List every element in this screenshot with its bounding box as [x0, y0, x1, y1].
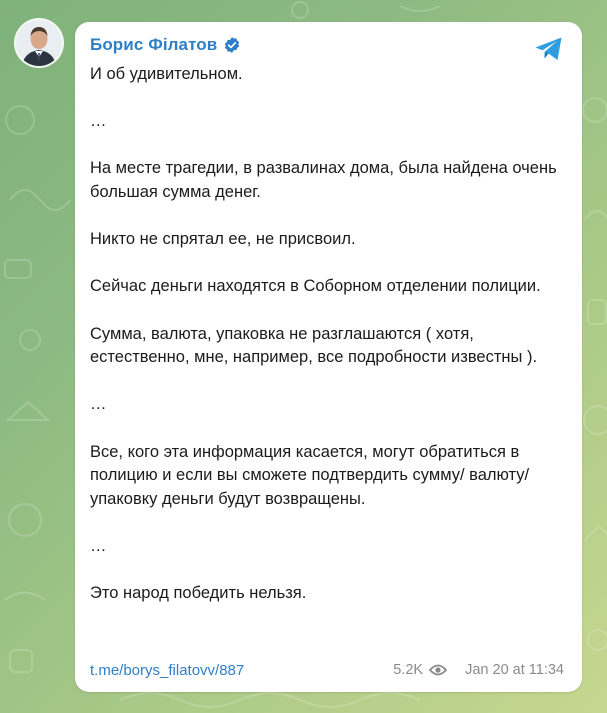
blank-line: [90, 87, 560, 111]
message-card: [75, 22, 582, 692]
message-paragraph: Все, кого эта информация касается, могут обратиться в полицию и если вы сможете подтвердить сумму/ валюту/упаковку деньги будут возвращены.: [90, 442, 530, 508]
message-footer: [90, 660, 564, 680]
eye-icon: [429, 664, 447, 676]
message-paragraph: Это народ победить нельзя.: [90, 584, 307, 603]
telegram-plane-icon[interactable]: [534, 36, 564, 62]
verified-badge-icon: [223, 36, 241, 54]
message-paragraph: …: [90, 536, 107, 555]
author-avatar[interactable]: [16, 20, 62, 66]
message-paragraph: Сейчас деньги находятся в Соборном отделении полиции.: [90, 277, 541, 296]
message-paragraph: На месте трагедии, в развалинах дома, была найдена очень большая сумма денег.: [90, 159, 557, 201]
message-paragraph: …: [90, 395, 107, 414]
blank-line: [90, 252, 560, 276]
blank-line: [90, 417, 560, 441]
blank-line: [90, 558, 560, 582]
post-link[interactable]: t.me/borys_filatovv/887: [90, 661, 245, 679]
message-paragraph: Никто не спрятал ее, не присвоил.: [90, 230, 356, 249]
message-paragraph: Сумма, валюта, упаковка не разглашаются ( хотя, естественно, мне, например, все подробности известны ).: [90, 324, 538, 367]
message-meta: [393, 662, 564, 678]
message-header: [90, 35, 241, 55]
message-text: [90, 63, 560, 606]
message-paragraph: И об удивительном.: [90, 65, 243, 83]
message-paragraph: …: [90, 112, 107, 131]
blank-line: [90, 205, 560, 229]
author-name[interactable]: Борис Філатов: [90, 35, 218, 54]
blank-line: [90, 134, 560, 158]
view-count: 5.2K: [393, 662, 424, 678]
blank-line: [90, 370, 560, 394]
avatar-image: [16, 20, 62, 66]
blank-line: [90, 511, 560, 535]
post-date: Jan 20 at 11:34: [465, 662, 564, 678]
blank-line: [90, 299, 560, 323]
